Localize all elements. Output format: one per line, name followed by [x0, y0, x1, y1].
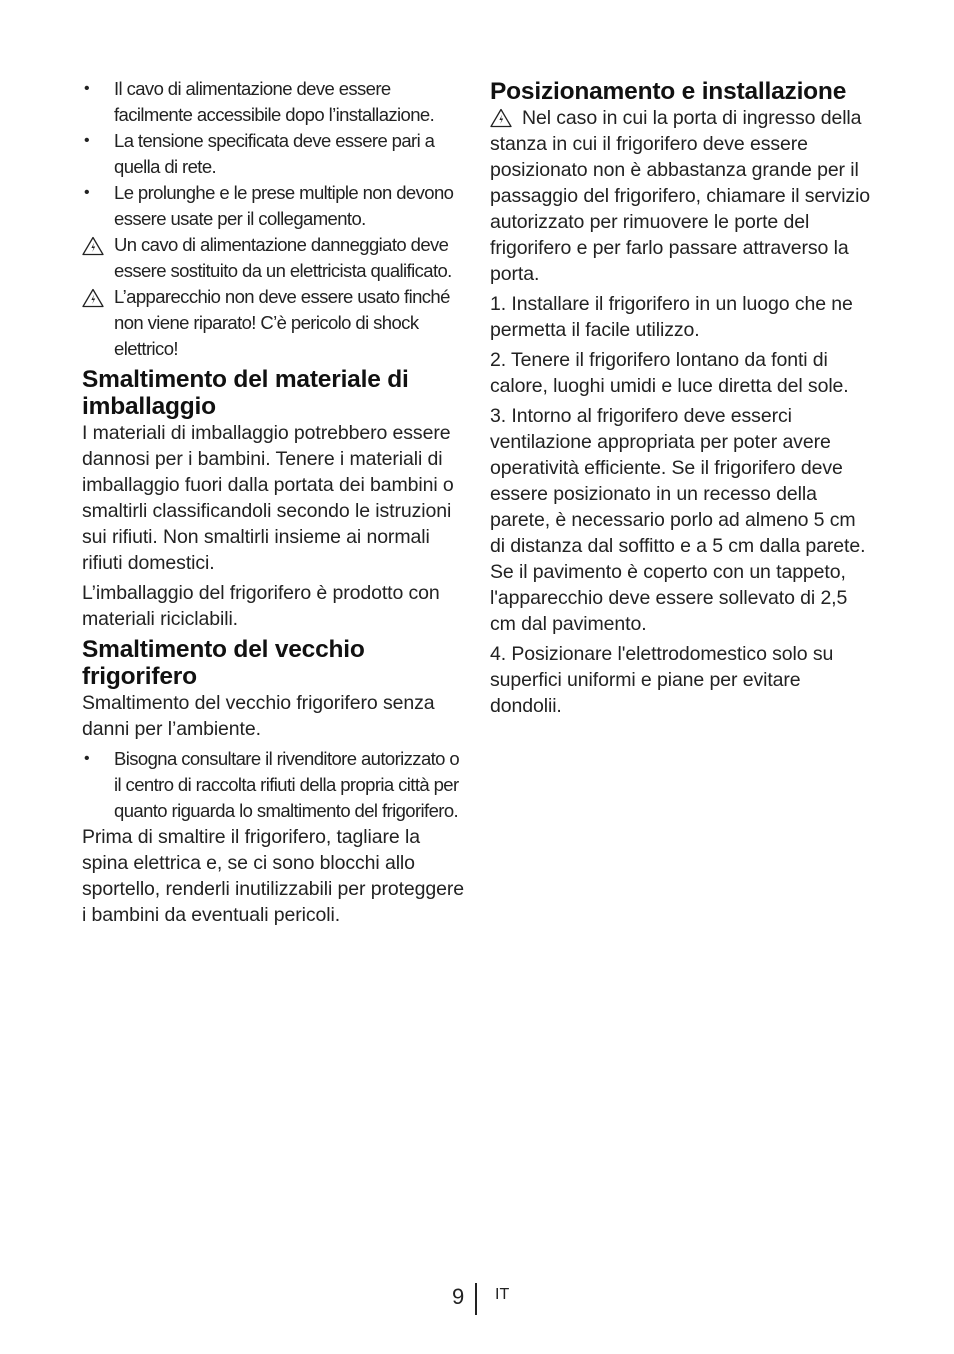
installation-warning — [490, 105, 874, 287]
section-title-packaging: Smaltimento del materiale di imballaggio — [82, 366, 409, 420]
section-title-old-fridge: Smaltimento del vecchio frigorifero — [82, 636, 365, 690]
warning-text: Un cavo di alimentazione danneggiato deve essere sostituito da un elettricista qualificato. — [114, 234, 452, 281]
bullet-item — [82, 180, 466, 232]
bullet-item — [82, 746, 466, 824]
packaging-paragraph: L’imballaggio del frigorifero è prodotto con materiali riciclabili. — [82, 582, 440, 630]
bullet-text: La tensione specificata deve essere pari a quella di rete. — [114, 130, 435, 177]
installation-step: 4. Posizionare l'elettrodomestico solo su superfici uniformi e piane per evitare dondolii. — [490, 643, 834, 717]
old-fridge-paragraph: Prima di smaltire il frigorifero, tagliare la spina elettrica e, se ci sono blocchi allo sportello, renderli inutilizzabili per proteggere i bambini da eventuali pericoli. — [82, 826, 465, 926]
warning-item — [82, 232, 466, 284]
bullet-text: Il cavo di alimentazione deve essere facilmente accessibile dopo l’installazione. — [114, 78, 435, 125]
packaging-paragraph: I materiali di imballaggio potrebbero essere dannosi per i bambini. Tenere i materiali di imballaggio fuori dalla portata dei bambini o smaltirli classificandoli secondo le istruzioni sui rifiuti. Non smaltirli insieme ai normali rifiuti domestici. — [82, 422, 454, 574]
bullet-dot-icon: • — [84, 132, 90, 149]
warning-triangle-icon — [82, 235, 106, 261]
bullet-item — [82, 128, 466, 180]
installation-step: 3. Intorno al frigorifero deve esserci ventilazione appropriata per poter avere operatività efficiente. Se il frigorifero deve essere posizionato in un recesso della parete, è necessario porlo ad almeno 5 cm di distanza dal soffitto e a 5 cm dalla parete. Se il pavimento è coperto con un tappeto, l'apparecchio deve essere sollevato di 2,5 cm dal pavimento. — [490, 405, 866, 635]
warning-item — [82, 284, 466, 362]
footer-divider — [475, 1283, 477, 1315]
language-code: IT — [495, 1286, 510, 1303]
bullet-dot-icon: • — [84, 184, 90, 201]
bullet-dot-icon: • — [84, 80, 90, 97]
installation-step: 1. Installare il frigorifero in un luogo che ne permetta il facile utilizzo. — [490, 293, 853, 341]
right-column — [490, 76, 874, 723]
bullet-text: Bisogna consultare il rivenditore autorizzato o il centro di raccolta rifiuti della propria città per quanto riguarda lo smaltimento del frigorifero. — [114, 748, 460, 821]
old-fridge-intro: Smaltimento del vecchio frigorifero senza danni per l’ambiente. — [82, 692, 435, 740]
installation-step: 2. Tenere il frigorifero lontano da fonti di calore, luoghi umidi e luce diretta del sole. — [490, 349, 849, 397]
installation-warning-text: Nel caso in cui la porta di ingresso della stanza in cui il frigorifero deve essere posizionato non è abbastanza grande per il passaggio del frigorifero, chiamare il servizio autorizzato per rimuovere le porte del frigorifero e per farlo passare attraverso la porta. — [490, 107, 871, 285]
page-number: 9 — [452, 1284, 465, 1309]
warning-triangle-icon — [490, 107, 516, 127]
bullet-item — [82, 76, 466, 128]
bullet-dot-icon: • — [84, 750, 90, 767]
bullet-text: Le prolunghe e le prese multiple non devono essere usate per il collegamento. — [114, 182, 454, 229]
left-column — [82, 76, 466, 932]
warning-text: L’apparecchio non deve essere usato finché non viene riparato! C’è pericolo di shock elettrico! — [114, 286, 450, 359]
section-title-installation: Posizionamento e installazione — [490, 78, 847, 105]
warning-triangle-icon — [82, 287, 106, 313]
